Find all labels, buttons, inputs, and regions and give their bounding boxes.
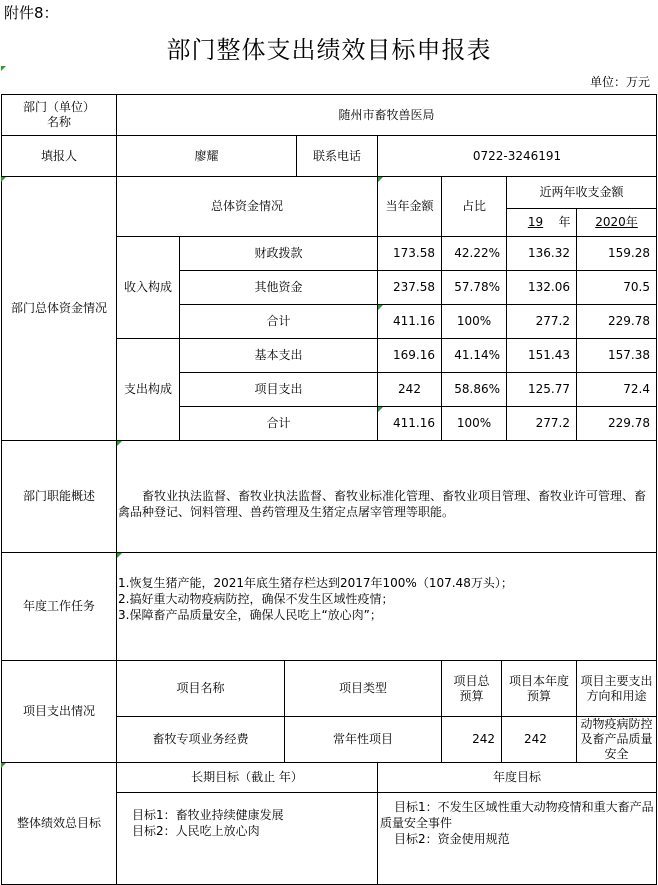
dept-label: 部门（单位）名称 (22, 100, 95, 129)
long-term-goal: 目标1：畜牧业持续健康发展 (132, 808, 284, 822)
income-row-current: 237.58 (393, 280, 435, 294)
year1-value: 19 (527, 215, 544, 229)
income-total-ratio: 100% (456, 314, 492, 328)
expense-row-year1: 125.77 (528, 382, 570, 396)
expense-row-year2: 157.38 (608, 348, 650, 362)
expense-row-current: 242 (398, 382, 421, 396)
income-total-year1: 277.2 (535, 314, 570, 328)
projects-label: 项目支出情况 (22, 704, 95, 718)
income-total-year2: 229.78 (608, 314, 650, 328)
expense-row-ratio: 58.86% (454, 382, 500, 396)
cell-marker-icon (1, 66, 6, 71)
expense-row-current: 169.16 (393, 348, 435, 362)
income-total-name: 合计 (266, 314, 291, 328)
income-row-ratio: 42.22% (454, 246, 500, 260)
project-total: 242 (472, 732, 495, 746)
expense-row-name: 项目支出 (254, 382, 303, 396)
income-label: 收入构成 (123, 280, 172, 294)
task-item: 2.搞好重大动物疫病防控，确保不发生区域性疫情； (118, 592, 394, 606)
attachment-label: 附件8： (4, 4, 59, 22)
funds-section-label: 部门总体资金情况 (10, 301, 107, 315)
income-row-name: 财政拨款 (254, 246, 303, 260)
funds-overview-label: 总体资金情况 (210, 199, 283, 213)
expense-total-name: 合计 (266, 416, 291, 430)
expense-label: 支出构成 (123, 382, 172, 396)
col-project-type: 项目类型 (338, 681, 387, 695)
expense-row-year2: 72.4 (623, 382, 650, 396)
cell-marker-icon (117, 553, 122, 558)
project-type: 常年性项目 (332, 732, 393, 746)
expense-row-name: 基本支出 (254, 348, 303, 362)
phone-label: 联系电话 (312, 148, 361, 163)
annual-goal: 目标2：资金使用规范 (394, 832, 510, 846)
cell-marker-icon (117, 441, 122, 446)
income-row-year1: 132.06 (528, 280, 570, 294)
unit-label: 单位：万元 (589, 75, 650, 89)
col-recent-header: 近两年收支金额 (539, 185, 624, 199)
expense-total-year2: 229.78 (608, 416, 650, 430)
duties-text: 畜牧业执法监督、畜牧业执法监督、畜牧业标准化管理、畜牧业项目管理、畜牧业许可管理、畜禽品种登记、饲料管理、兽药管理及生猪定点屠宰管理等职能。 (118, 489, 647, 519)
expense-total-ratio: 100% (456, 416, 492, 430)
task-item: 1.恢复生猪产能，2021年底生猪存栏达到2017年100%（107.48万头）； (118, 576, 513, 590)
dept-value: 随州市畜牧兽医局 (338, 107, 435, 122)
col-project-name: 项目名称 (176, 681, 225, 695)
annual-header: 年度目标 (492, 770, 541, 784)
project-use: 动物疫病防控及畜产品质量安全 (580, 717, 653, 761)
col-ratio-header: 占比 (461, 199, 486, 213)
col-project-total: 项目总预算 (453, 673, 490, 703)
duties-label: 部门职能概述 (22, 489, 95, 503)
col-project-use: 项目主要支出方向和用途 (580, 673, 653, 703)
income-total-current: 411.16 (393, 314, 435, 328)
expense-total-year1: 277.2 (535, 416, 570, 430)
long-term-goal: 目标2：人民吃上放心肉 (132, 824, 260, 838)
income-row-name: 其他资金 (254, 280, 303, 294)
task-item: 3.保障畜产品质量安全，确保人民吃上“放心肉”； (118, 608, 382, 622)
col-project-year: 项目本年度预算 (508, 673, 569, 703)
income-row-year2: 70.5 (623, 280, 650, 294)
goals-label: 整体绩效总目标 (16, 816, 101, 830)
filler-name: 廖耀 (194, 148, 219, 163)
project-year: 242 (524, 732, 547, 746)
long-term-header: 长期目标（截止 年） (191, 770, 303, 784)
project-name: 畜牧专项业务经费 (152, 732, 249, 746)
col-current-header: 当年金额 (385, 199, 434, 213)
page-title: 部门整体支出绩效目标申报表 (166, 36, 492, 64)
expense-row-ratio: 41.14% (454, 348, 500, 362)
expense-total-current: 411.16 (393, 416, 435, 430)
income-row-current: 173.58 (393, 246, 435, 260)
income-row-year1: 136.32 (528, 246, 570, 260)
col-year2-header: 2020年 (595, 215, 638, 229)
income-row-ratio: 57.78% (454, 280, 500, 294)
tasks-label: 年度工作任务 (22, 599, 95, 613)
filler-label: 填报人 (40, 148, 77, 163)
phone-value: 0722-3246191 (472, 148, 562, 163)
income-row-year2: 159.28 (608, 246, 650, 260)
annual-goal: 目标1：不发生区域性重大动物疫情和重大畜产品质量安全事件 (380, 800, 654, 830)
expense-row-year1: 151.43 (528, 348, 570, 362)
col-year1-header: 19 年 (507, 209, 576, 236)
